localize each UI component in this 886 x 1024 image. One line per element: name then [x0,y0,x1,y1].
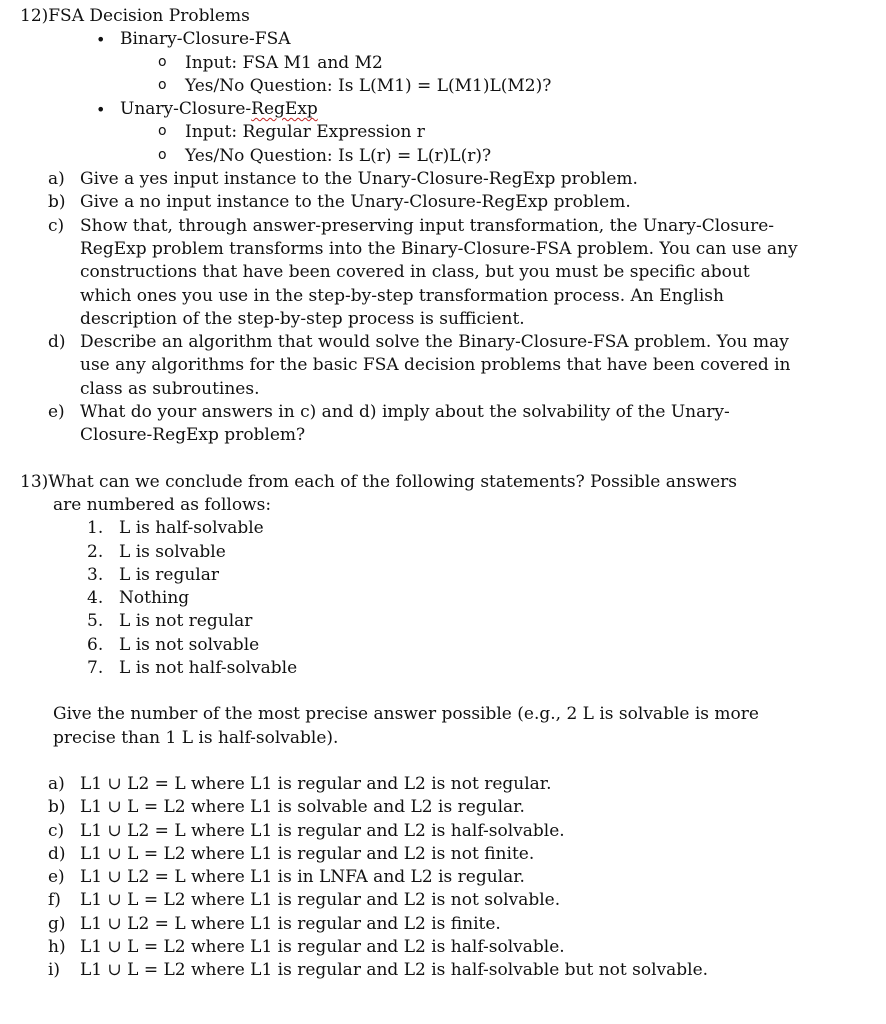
q13-statement [48,866,886,889]
q12-part-label: d) [48,332,66,353]
option-text: L is half-solvable [119,518,264,539]
statement-label: b) [48,797,66,818]
q12-part-text: What do your answers in c) and d) imply about the solvability of the Unary-Closure-RegExp problem? [80,402,730,446]
q13-statement [48,773,886,796]
answer-option [87,541,886,564]
q13-statement [48,796,886,819]
binary-closure-title: • Binary-Closure-FSA [120,28,886,51]
option-number: 6. [87,634,104,655]
q12-part-text: Give a yes input instance to the Unary-Closure-RegExp problem. [80,169,638,190]
binary-closure-input: o Input: FSA M1 and M2 [185,52,886,75]
statement-label: h) [48,936,66,957]
q12-part-b [48,191,886,214]
q12-part-label: a) [48,169,65,190]
option-number: 1. [87,518,104,539]
option-text: Nothing [119,588,190,609]
q12-part-e [48,401,886,448]
q13-statement [48,936,886,959]
q13-statement [48,820,886,843]
statement-text: L1 ∪ L = L2 where L1 is regular and L2 is not solvable. [80,890,561,911]
option-number: 7. [87,658,104,679]
statement-label: e) [48,867,65,888]
statement-label: f) [48,890,61,911]
option-text: L is not regular [119,611,253,632]
statement-text: L1 ∪ L2 = L where L1 is regular and L2 is half-solvable. [80,820,565,841]
q12-part-c [48,215,886,331]
q13-statement [48,913,886,936]
q13-instruction: Give the number of the most precise answer possible (e.g., 2 L is solvable is more precise than 1 L is half-solvable). [53,704,759,748]
option-text: L is regular [119,564,219,585]
option-text: L is not solvable [119,634,260,655]
answer-option [87,587,886,610]
statement-text: L1 ∪ L = L2 where L1 is regular and L2 is not finite. [80,843,535,864]
unary-closure-question: o Yes/No Question: Is L(r) = L(r)L(r)? [185,145,886,168]
statement-text: L1 ∪ L = L2 where L1 is regular and L2 is half-solvable but not solvable. [80,960,709,981]
q12-heading: 12)FSA Decision Problems [20,6,250,26]
q13-statement [48,889,886,912]
q12-part-text: Give a no input instance to the Unary-Closure-RegExp problem. [80,192,631,213]
q12-part-label: c) [48,215,65,236]
unary-title-prefix: Unary-Closure- [120,99,252,120]
q12-part-a [48,168,886,191]
q12-part-text: Show that, through answer-preserving input transformation, the Unary-Closure-RegExp problem transforms into the Binary-Closure-FSA problem. You can use any constructions that have been covered in class, but you must be specific about which ones you use in the step-by-step transformation process. An English description of the step-by-step process is sufficient. [80,215,798,329]
unary-title-regexp: RegExp [251,99,318,120]
unary-closure-input: o Input: Regular Expression r [185,121,886,144]
statement-label: c) [48,820,65,841]
q12-part-label: b) [48,192,66,213]
q13-statement [48,959,886,982]
statement-text: L1 ∪ L = L2 where L1 is regular and L2 is half-solvable. [80,936,565,957]
statement-text: L1 ∪ L2 = L where L1 is in LNFA and L2 is regular. [80,867,525,888]
option-number: 3. [87,564,104,585]
q12-part-text: Describe an algorithm that would solve the Binary-Closure-FSA problem. You may use any algorithms for the basic FSA decision problems that have been covered in class as subroutines. [80,332,791,399]
option-text: L is solvable [119,541,226,562]
answer-option [87,634,886,657]
option-number: 2. [87,541,104,562]
answer-option [87,657,886,680]
option-number: 5. [87,611,104,632]
q12-part-d [48,331,886,401]
unary-closure-title [120,98,886,121]
statement-text: L1 ∪ L2 = L where L1 is regular and L2 is finite. [80,913,501,934]
statement-label: a) [48,773,65,794]
answer-option [87,610,886,633]
statement-label: g) [48,913,66,934]
binary-closure-question: o Yes/No Question: Is L(M1) = L(M1)L(M2)? [185,75,886,98]
statement-label: d) [48,843,66,864]
q13-heading-line1: 13)What can we conclude from each of the following statements? Possible answers [20,471,738,492]
option-text: L is not half-solvable [119,658,298,679]
answer-option [87,517,886,540]
answer-option [87,564,886,587]
option-number: 4. [87,588,104,609]
statement-label: i) [48,960,61,981]
q13-heading-line2: are numbered as follows: [53,494,272,515]
q12-part-label: e) [48,402,65,423]
statement-text: L1 ∪ L = L2 where L1 is solvable and L2 is regular. [80,797,525,818]
q13-statement [48,843,886,866]
statement-text: L1 ∪ L2 = L where L1 is regular and L2 is not regular. [80,773,552,794]
